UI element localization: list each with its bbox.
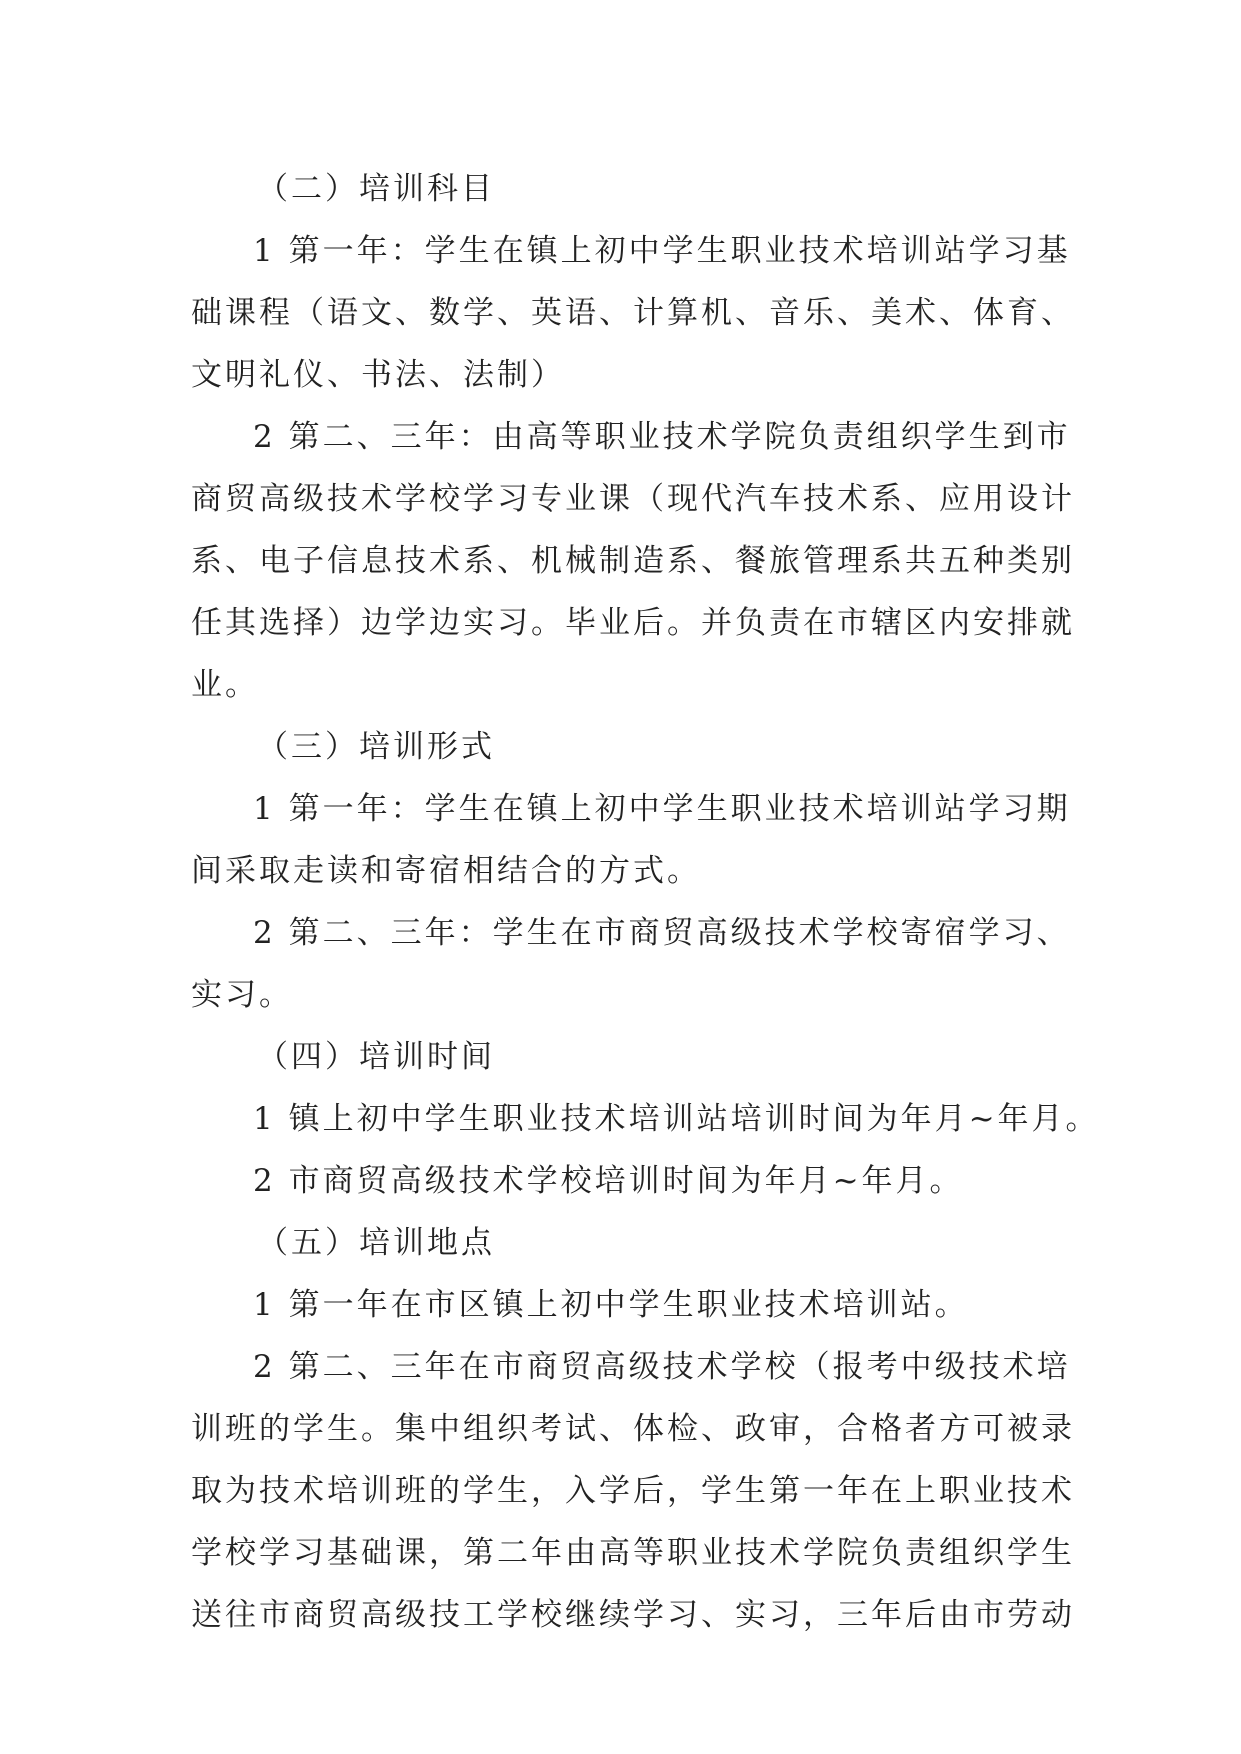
text-line: 1 第一年：学生在镇上初中学生职业技术培训站学习期: [253, 791, 1071, 827]
text-line: 础课程（语文、数学、英语、计算机、音乐、美术、体育、: [191, 295, 1075, 331]
text-line: 取为技术培训班的学生，入学后，学生第一年在上职业技术: [191, 1473, 1075, 1509]
paragraph-second-third-year-form: [191, 902, 1081, 1026]
text-line: 间采取走读和寄宿相结合的方式。: [191, 853, 701, 889]
paragraph-second-third-year-subjects: [191, 406, 1081, 716]
text-line: 2 市商贸高级技术学校培训时间为年月~年月。: [253, 1163, 964, 1199]
section-heading-training-form: （三）培训形式: [257, 729, 495, 765]
section-heading-training-subjects: （二）培训科目: [257, 171, 495, 207]
text-line: 学校学习基础课，第二年由高等职业技术学院负责组织学生: [191, 1535, 1075, 1571]
text-line: 2 第二、三年：学生在市商贸高级技术学校寄宿学习、: [253, 915, 1071, 951]
text-line: 商贸高级技术学校学习专业课（现代汽车技术系、应用设计: [191, 481, 1075, 517]
text-line: 业。: [191, 667, 259, 703]
text-line: 训班的学生。集中组织考试、体检、政审，合格者方可被录: [191, 1411, 1075, 1447]
text-line: 2 第二、三年：由高等职业技术学院负责组织学生到市: [253, 419, 1071, 455]
section-heading-training-location: （五）培训地点: [257, 1225, 495, 1261]
document-body: [191, 158, 1100, 1646]
text-line: 2 第二、三年在市商贸高级技术学校（报考中级技术培: [253, 1349, 1071, 1385]
text-line: 1 第一年：学生在镇上初中学生职业技术培训站学习基: [253, 233, 1071, 269]
paragraph-first-year-subjects: [191, 220, 1081, 406]
paragraph-first-year-form: [191, 778, 1081, 902]
section-heading-training-time: （四）培训时间: [257, 1039, 495, 1075]
text-line: 系、电子信息技术系、机械制造系、餐旅管理系共五种类别: [191, 543, 1075, 579]
paragraph-first-year-location: [191, 1274, 1081, 1336]
text-line: 1 第一年在市区镇上初中学生职业技术培训站。: [253, 1287, 969, 1323]
text-line: 任其选择）边学边实习。毕业后。并负责在市辖区内安排就: [191, 605, 1075, 641]
paragraph-second-third-year-location: [191, 1336, 1081, 1646]
text-line: 送往市商贸高级技工学校继续学习、实习，三年后由市劳动: [191, 1597, 1075, 1633]
paragraph-school-training-time: [191, 1150, 1081, 1212]
text-line: 1 镇上初中学生职业技术培训站培训时间为年月~年月。: [253, 1101, 1100, 1137]
paragraph-station-training-time: [191, 1088, 1100, 1150]
text-line: 文明礼仪、书法、法制）: [191, 357, 565, 393]
text-line: 实习。: [191, 977, 293, 1013]
